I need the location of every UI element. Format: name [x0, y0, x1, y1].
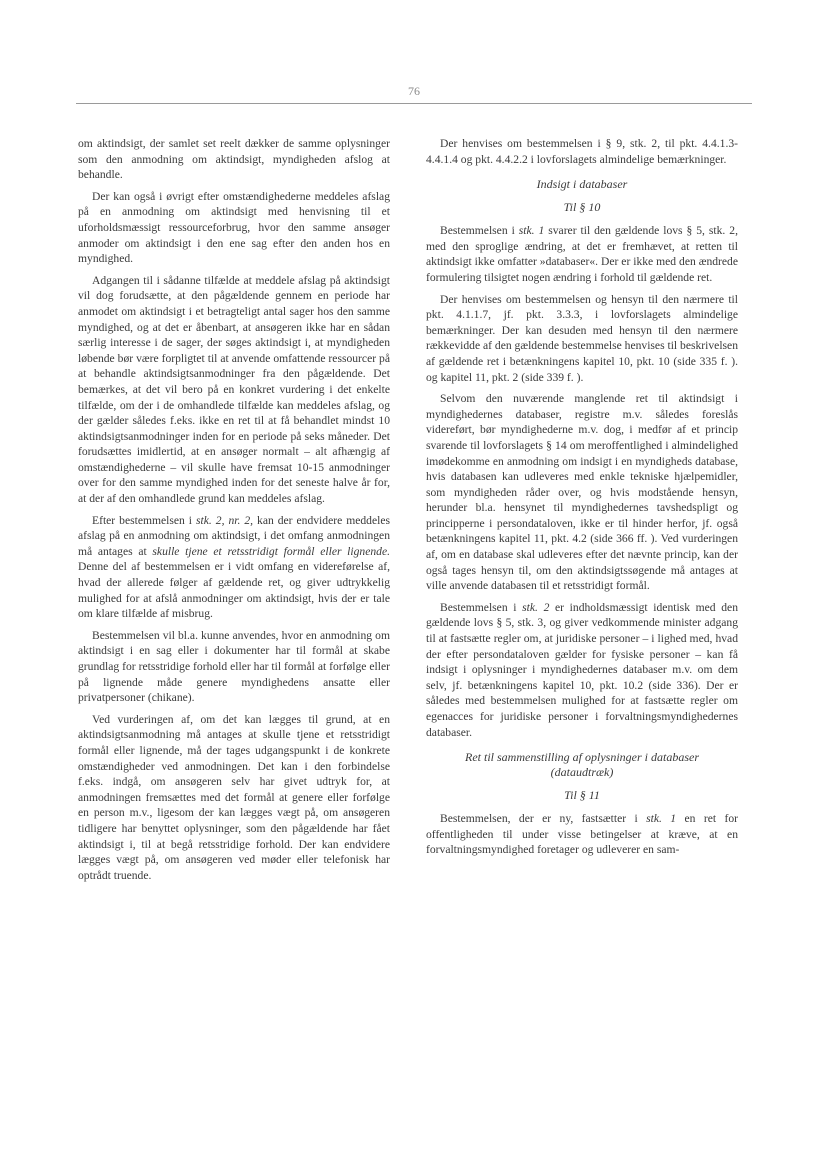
- section-subheading: Til § 11: [564, 788, 600, 803]
- text-run: en ret for offentligheden til under visse betingelser at kræve, at en forvaltningsmyndighed foretager og udleverer en sam-: [426, 812, 738, 857]
- paragraph: [78, 513, 390, 622]
- section-reference: stk. 1: [646, 812, 677, 826]
- paragraph: om aktindsigt, der samlet set reelt dækker de samme oplysninger som den anmodning om aktindsigt, myndigheden afslog at behandle.: [78, 137, 390, 182]
- paragraph: Der henvises om bestemmelsen og hensyn til den nærmere til pkt. 4.1.1.7, jf. pkt. 3.3.3, i lovforslagets almindelige bemærkninger. Der kan desuden med hensyn til den nærmere rækkevidde af den gældende bestemmelse henvises til beskrivelsen af gældende ret i betænkningens kapitel 10, pkt. 10 (side 335 f. ). og kapitel 11, pkt. 2 (side 339 f. ).: [426, 292, 738, 384]
- paragraph: Bestemmelsen vil bl.a. kunne anvendes, hvor en anmodning om aktindsigt i en sag eller i dokumenter har til formål at skabe grundlag for retsstridige forhold eller har til formål at forfølge eller på lignende måde genere myndighedens ansatte eller privatpersoner (chikane).: [78, 628, 390, 705]
- paragraph: [426, 223, 738, 285]
- text-run: Bestemmelsen i: [440, 600, 523, 614]
- heading-line: Ret til sammenstilling af oplysninger i databaser: [465, 750, 699, 765]
- paragraph: [426, 811, 738, 858]
- text-run: er indholdsmæssigt identisk med den gældende lovs § 5, stk. 3, og giver vedkommende minister adgang til at fastsætte regler om, at juridiske personer – i lighed med, hvad der efter persondataloven gælder for fysiske personer – kan få indsigt i oplysninger i myndighedernes databaser m.v. om dem selv, jf. betænkningens kapitel 10, pkt. 10.2 (side 336). Der er således med bestemmelsen mulighed for at fastsætte regler om egenacces for juridiske personer i forvaltningsmyndighedernes databaser.: [426, 600, 738, 739]
- text-run: Denne del af bestemmelsen er i vidt omfang en videreførelse af, hvad der allerede følger af gældende ret, og giver udtrykkelig mulighed for at afslå anmodninger om aktindsigt, hvis der er tale om klare tilfælde af misbrug.: [78, 560, 390, 621]
- paragraph: Selvom den nuværende manglende ret til aktindsigt i myndighedernes databaser, registre m.v. således foreslås videreført, bør myndighederne m.v. dog, i medfør af et princip svarende til lovforslagets § 14 om meroffentlighed i almindelighed imødekomme en anmodning om indsigt i en myndigheds database, hvis databasen kan udleveres med enkle tekniske hjælpemidler, som myndigheden råder over, og hvis modstående hensyn, herunder bl.a. hensynet til myndighedernes tavshedspligt og principperne i persondataloven, ikke er til hinder herfor, jf. også betænkningens kapitel 11, pkt. 4.2 (side 366 ff. ). Ved vurderingen af, om en database skal udleveres efter det nævnte princip, kan der også tages hensyn til, om den aktindsigtssøgende må antages at ville anvende databasen til et retsstridigt formål.: [426, 392, 738, 593]
- section-heading: Indsigt i databaser: [536, 177, 628, 192]
- text-run: Bestemmelsen, der er ny, fastsætter i: [440, 812, 647, 826]
- section-reference: stk. 2, nr. 2,: [196, 513, 254, 527]
- paragraph: Adgangen til i sådanne tilfælde at meddele afslag på aktindsigt vil dog forudsætte, at den pågældende gennem en periode har anmodet om aktindsigt i et betragteligt antal sager hos den samme myndighed, og at det er åbenbart, at ansøgeren ikke har en sådan særlig interesse i de sager, der søges aktindsigt i, at myndigheden løbende bør være forpligtet til at anvende omfattende ressourcer på at behandle aktindsigtsanmodninger fra den pågældende. Det bemærkes, at det vil bero på en konkret vurdering i det enkelte tilfælde, om der i de omhandlede tilfælde kan meddeles afslag, og der gælder således f.eks. ikke en ret til at få behandlet mindst 10 aktindsigtsanmodninger inden for en periode på seks måneder. Det forudsættes imidlertid, at en ansøger normalt – alt afhængig af omstændighederne – vil skulle have fremsat 10-15 anmodninger over for den samme myndighed inden for det seneste halve år for, at der af den omhandlede grund kan meddeles afslag.: [78, 273, 390, 506]
- text-run: kan der endvidere meddeles afslag på en anmodning om aktindsigt, i det omfang anmodningen må antages at: [78, 513, 390, 558]
- page-number: 76: [408, 84, 420, 98]
- section-reference: stk. 1: [518, 224, 545, 238]
- section-heading: [426, 750, 738, 780]
- right-column: [426, 136, 738, 864]
- text-run: Efter bestemmelsen i: [92, 513, 197, 527]
- paragraph: Ved vurderingen af, om det kan lægges til grund, at en aktindsigtsanmodning må antages at skulle tjene et retsstridigt formål eller lignende, må der tages udgangspunkt i de konkrete omstændigheder ved anmodningen. Det kan i den forbindelse f.eks. indgå, om ansøgeren selv har givet udtryk for, at anmodningen fremsættes med det formål at genere eller forfølge en person m.v., ligesom der kan lægges vægt på, om ansøgeren tidligere har benyttet oplysninger, som den pågældende har fået aktindsigt i, til at begå retsstridige forhold. Der kan endvidere lægges vægt på, om ansøgeren ved møder eller telefonisk har optrådt truende.: [78, 712, 390, 882]
- emphasis: skulle tjene et retsstridigt formål eller lignende.: [152, 544, 390, 558]
- heading-line: (dataudtræk): [550, 765, 614, 780]
- paragraph: Der henvises om bestemmelsen i § 9, stk. 2, til pkt. 4.4.1.3-4.4.1.4 og pkt. 4.4.2.2 i lovforslagets almindelige bemærkninger.: [426, 137, 738, 166]
- text-run: svarer til den gældende lovs § 5, stk. 2, med den sproglige ændring, at det er fremhævet, at retten til aktindsigt ikke omfatter »databaser«. Der er ikke med den ændrede formulering tilsigtet nogen ændring i forhold til gældende ret.: [426, 224, 738, 284]
- text-run: Bestemmelsen i: [440, 224, 519, 238]
- left-column: [78, 136, 390, 889]
- section-subheading: Til § 10: [563, 200, 601, 215]
- section-reference: stk. 2: [522, 600, 550, 614]
- paragraph: [426, 600, 738, 740]
- header-rule: [76, 103, 752, 104]
- paragraph: Der kan også i øvrigt efter omstændighederne meddeles afslag på en anmodning om aktindsigt med henvisning til et uforholdsmæssigt ressourceforbrug, hvor den samme ansøger anmoder om aktindsigt i den ene sag efter den anden hos en myndighed.: [78, 189, 390, 266]
